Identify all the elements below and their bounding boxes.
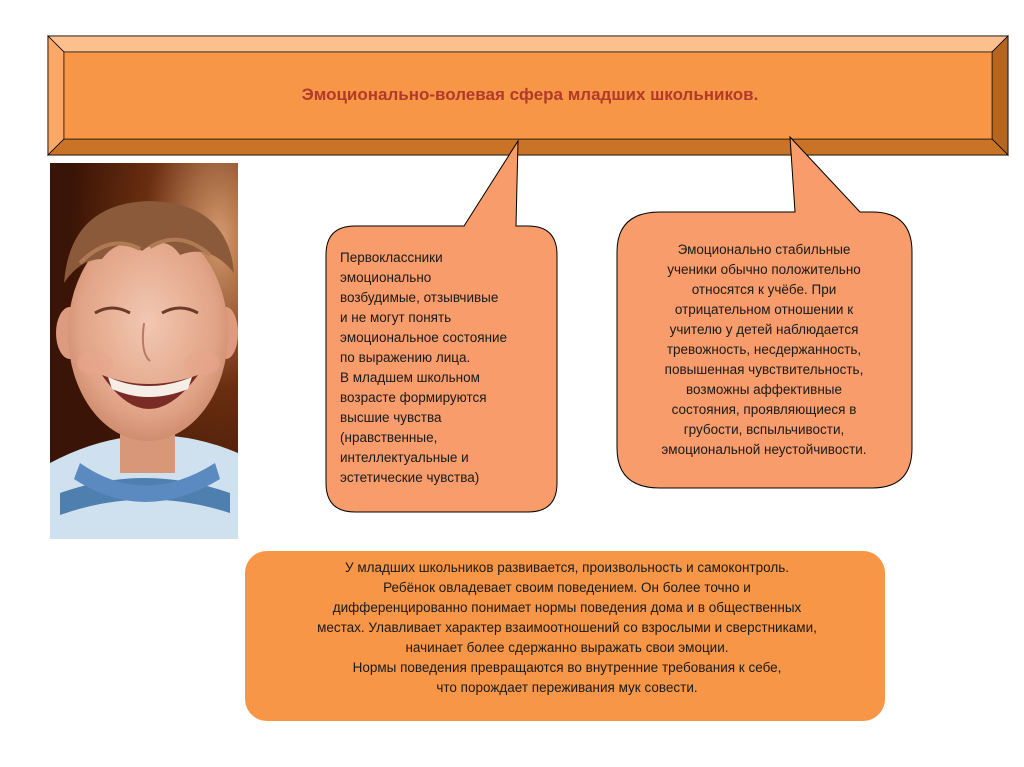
slide-title: Эмоционально-волевая сфера младших школьников. xyxy=(301,85,759,104)
callout-right-text: Эмоционально стабильные ученики обычно положительно относятся к учёбе. При отрицательном отношении к учителю у детей наблюдается тревожность, несдержанность, повышенная чувствительность, возможны аффективные состояния, проявляющиеся в грубости, вспыльчивости, эмоциональной неустойчивости. xyxy=(661,242,867,457)
bottom-box-text: У младших школьников развивается, произвольность и самоконтроль. Ребёнок овладевает своим поведением. Он более точно и дифференцированно понимает нормы поведения дома и в общественных местах. Улавливает характер взаимоотношений со взрослыми и сверстниками, начинает более сдержанно выражать свои эмоции. Нормы поведения превращаются во внутренние требования к себе, что порождает переживания мук совести. xyxy=(317,560,817,695)
smiling-boy-photo xyxy=(50,163,238,539)
callout-left-text: Первоклассники эмоционально возбудимые, отзывчивые и не могут понять эмоциональное состояние по выражению лица. В младшем школьном возрасте формируются высшие чувства (нравственные, интеллектуальные и эстетические чувства) xyxy=(340,250,508,485)
